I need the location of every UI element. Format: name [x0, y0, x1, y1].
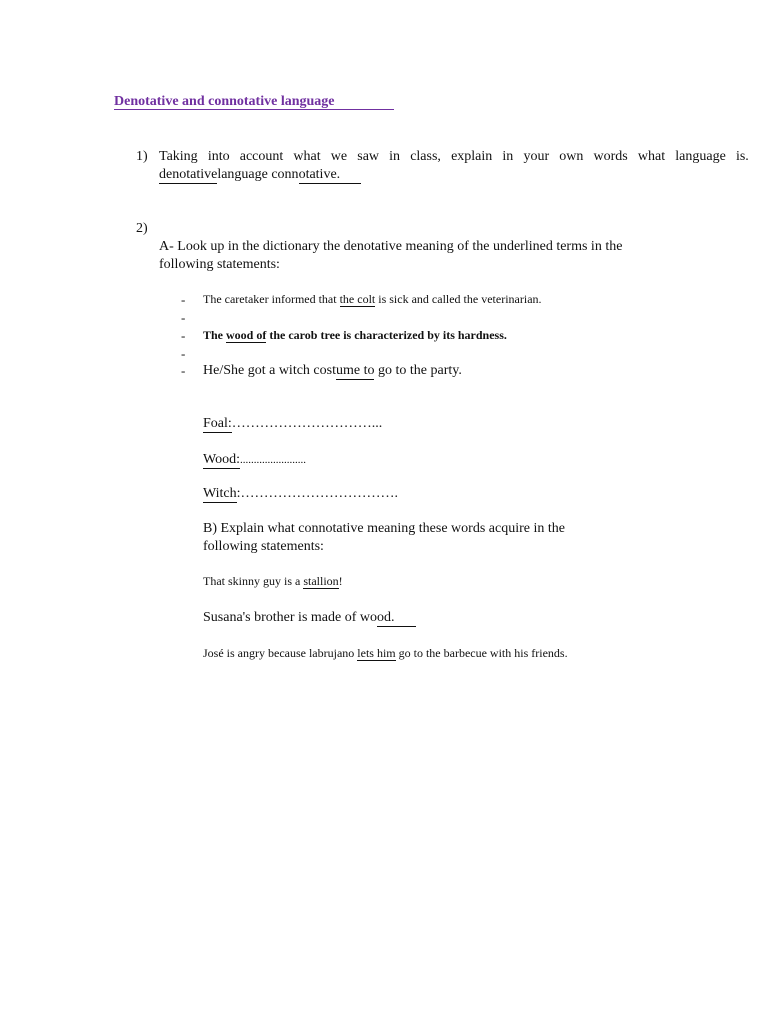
- title-underline: [114, 109, 394, 110]
- underlined-term: stallion: [303, 574, 339, 588]
- witch-dots: :…………………………….: [236, 486, 399, 501]
- q1-word: class,: [410, 149, 441, 164]
- underlined-term: od.: [377, 611, 416, 627]
- foal-dots: …………………………...: [231, 416, 383, 431]
- q1-word: in: [502, 149, 514, 164]
- foal-label: Foal:: [203, 416, 232, 431]
- q1-denotative: denotative: [159, 167, 218, 182]
- list-dash: -: [181, 346, 186, 361]
- q1-word: explain: [451, 149, 493, 164]
- page-title: Denotative and connotative language: [114, 94, 335, 109]
- underlined-term: lets him: [357, 646, 396, 660]
- q1-word: is.: [735, 149, 749, 164]
- underlined-term: the colt: [339, 292, 376, 306]
- q2a-line2: following statements:: [159, 257, 280, 272]
- witch-label: Witch: [203, 486, 237, 501]
- statement-stallion: That skinny guy is a stallion!: [203, 574, 343, 588]
- q1-word: we: [330, 149, 348, 164]
- wood-label: Wood:: [203, 452, 240, 467]
- list-dash: -: [181, 363, 186, 378]
- underlined-term: ume to: [335, 363, 375, 378]
- answer-wood: [203, 452, 306, 469]
- q2b-line2: following statements:: [203, 539, 324, 554]
- statement-witch: He/She got a witch costume to go to the party.: [203, 363, 462, 378]
- answer-foal: [203, 416, 382, 433]
- list-dash: -: [181, 328, 186, 343]
- q1-connotative: otative.: [299, 168, 362, 184]
- q1-word: into: [207, 149, 230, 164]
- answer-witch: [203, 486, 398, 503]
- wood-dots: ........................: [239, 454, 306, 466]
- q1-line1: [159, 149, 749, 165]
- underlined-term: wood of: [226, 328, 267, 342]
- list-dash: -: [181, 310, 186, 325]
- list-dash: -: [181, 292, 186, 307]
- q1-line2: [159, 167, 361, 184]
- q1-word: words: [593, 149, 628, 164]
- statement-susana: Susana's brother is made of wood.: [203, 610, 416, 627]
- q1-word: own: [559, 149, 584, 164]
- q1-word: what: [637, 149, 666, 164]
- q1-word: what: [293, 149, 321, 164]
- q1-word: your: [523, 149, 550, 164]
- q1-word: account: [239, 149, 284, 164]
- q1-number: 1): [136, 149, 148, 164]
- q2b-line1: B) Explain what connotative meaning these words acquire in the: [203, 521, 565, 536]
- q1-word: saw: [357, 149, 380, 164]
- q1-language: language conn: [217, 167, 299, 182]
- statement-jose: José is angry because labrujano lets him go to the barbecue with his friends.: [203, 646, 568, 660]
- q1-word: language: [675, 149, 726, 164]
- q1-word: Taking: [159, 149, 198, 164]
- q2a-line1: A- Look up in the dictionary the denotative meaning of the underlined terms in the: [159, 239, 623, 254]
- statement-wood: The wood of the carob tree is characterized by its hardness.: [203, 328, 507, 342]
- q2-number: 2): [136, 221, 148, 236]
- statement-colt: The caretaker informed that the colt is sick and called the veterinarian.: [203, 292, 542, 306]
- q1-word: in: [389, 149, 401, 164]
